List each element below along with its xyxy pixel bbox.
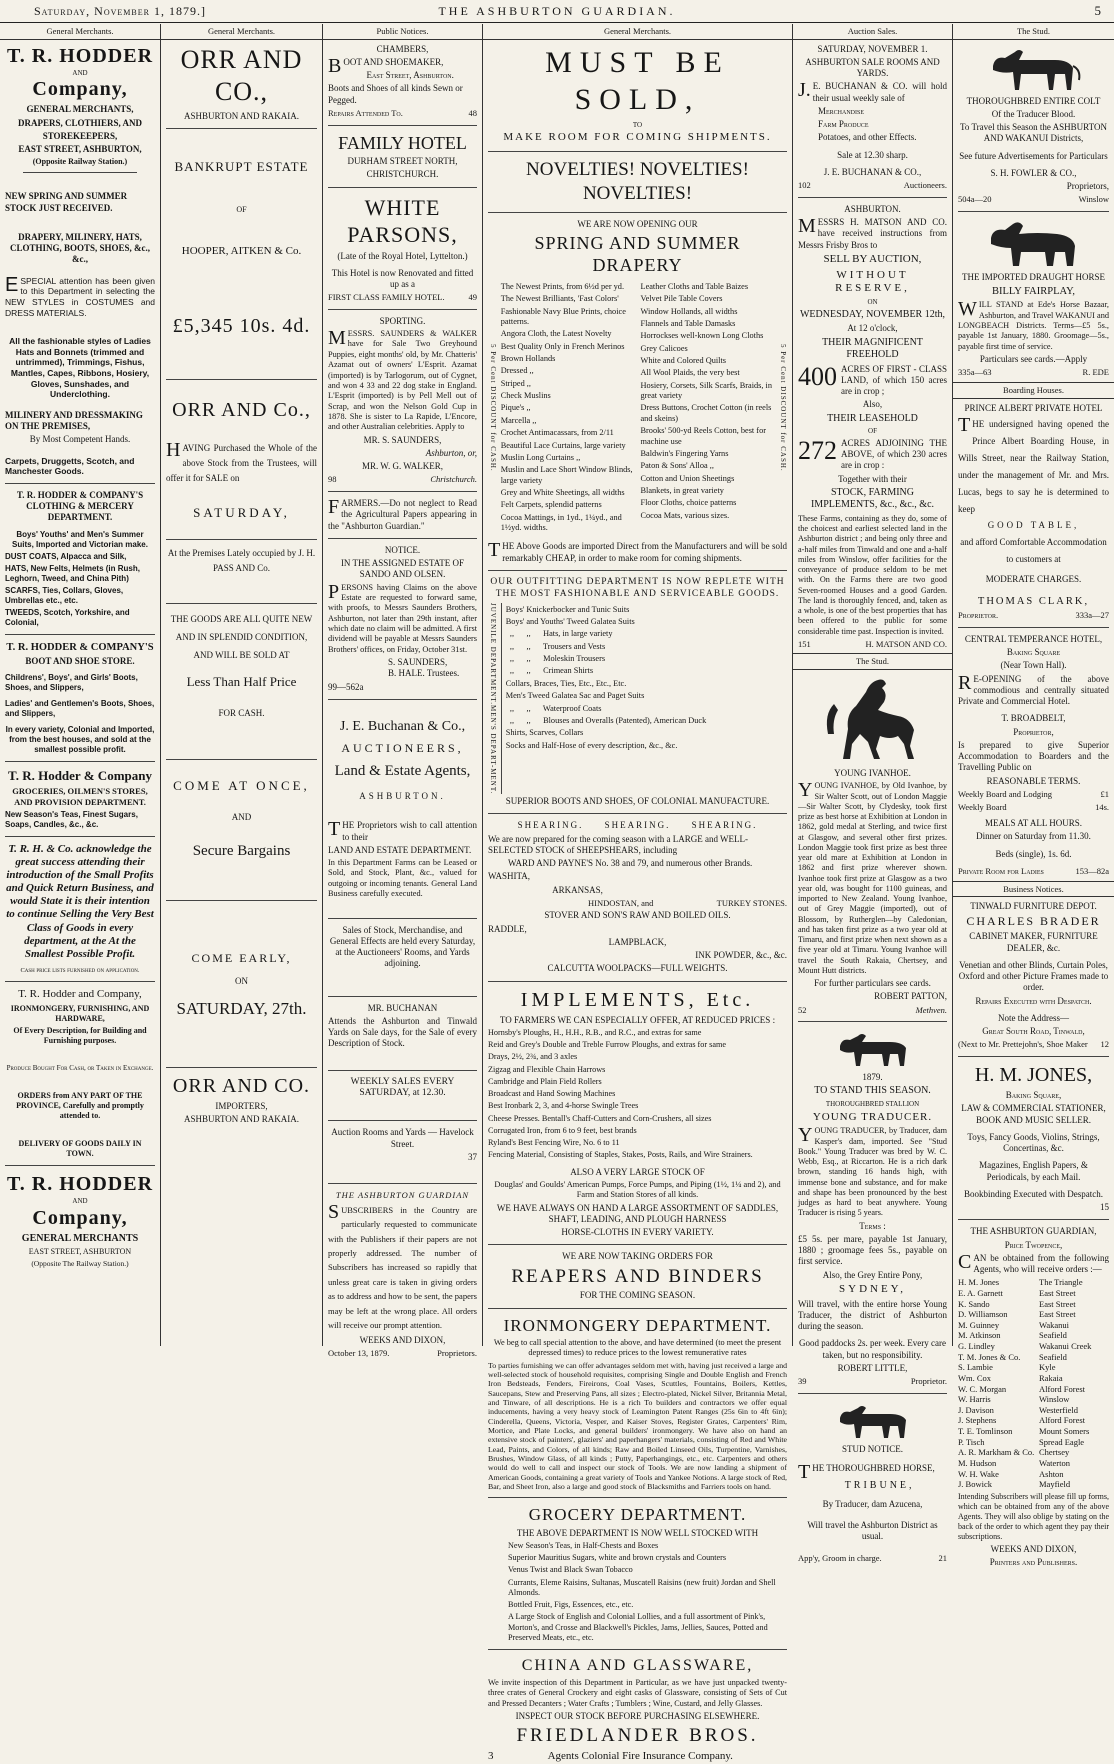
ironmongery-heading: IRONMONGERY DEPARTMENT. <box>503 1315 772 1335</box>
agent-row: M. Hudson Waterton <box>958 1457 1070 1468</box>
agent-row: Wm. Cox Rakaia <box>958 1372 1063 1383</box>
agent-row: D. Williamson East Street <box>958 1309 1076 1320</box>
firm-name: T. R. HODDER <box>6 44 154 67</box>
agent-row: J. Davison Westerfield <box>958 1404 1078 1415</box>
estate-amount: £5,345 10s. 4d. <box>172 314 311 337</box>
secure-bargains: Secure Bargains <box>192 842 291 859</box>
agent-row: G. Lindley Wakanui Creek <box>958 1341 1092 1352</box>
column-public-notices: Public Notices. CHAMBERS, BOOT AND SHOEMAKER, East Street, Ashburton. Boots and Shoes of all kinds Sewn or Pegged. Repairs Attended To. 48 FAMILY HOTEL DURHAM STREET NORTH, CHRISTCHURCH. WHITE PARSONS, (Late of the Royal Hotel, Lyttelton.) This Hotel is now Renovated and fitted up as a FIRST CLASS FAMILY HOTEL. 49 SPORTING. MESSRS. SAUNDERS & WALKER have for Sale Two Greyhound Puppies, eight months' old, by Mr. Chatteris' Azamat out of owners' L'Esprit. Azamat (imported) is by Tarlogorum, out of Cygnet, and won 4 33 and 22 dog stake in England. L'Esprit (imported) is by Pell Mell out of Scrap, and won the Nelson Gold Cup in 1878. She is sister to La Rapide, L'Encore, and other Australian celebrities. Apply to MR. S. SAUNDERS, Ashburton, or, MR. W. G. WALKER, 98 Christchurch. FARMERS.—Do not neglect to Read the Agricultural Papers appearing in the "Ashburton Guardian." NOTICE. IN THE ASSIGNED ESTATE OF SANDO AND OLSEN. PERSONS having Claims on the above Estate are requested to forward same, with proofs, to Messrs Saunders Brothers, Ashburton, not later than 29th instant, after which date no claim will be admitted. A first dividend will be payable at Messrs Saunders Brothers' offices, on Friday, October 31st. S. SAUNDERS, B. HALE. Trustees. 99—562a J. E. Buchanan & Co., AUCTIONEERS, Land & Estate Agents, ASHBURTON. THE Proprietors wish to call attention to their LAND AND ESTATE DEPARTMENT. In this Department Farms can be Leased or Sold, and Stock, Plant, &c., valued for outgoing or incoming tenants. General Land Business carefully executed. Sales of Stock, Merchandise, and General Effects are held every Saturday, at the Auctioneers' Rooms, and Yards adjoining. MR. BUCHANAN Attends the Ashburton and Tinwald Yards on Sale days, for the Sale of every Description of Stock. WEEKLY SALES EVERY SATURDAY, at 12.30. Auction Rooms and Yards — Havelock Street. 37 THE ASHBURTON GUARDIAN SUBSCRIBERS in the Country are particularly requested to communicate with the Publishers if their papers are not properly addressed. The number of Subscribers has increased so rapidly that unless great care is taken in giving orders as to address and how to be sent, the papers may be left at the wrong place. All orders will receive our prompt attention. WEEKS AND DIXON, October 13, 1879. Proprietors. <box>322 24 482 1346</box>
agent-row: T. M. Jones & Co. Seafield <box>958 1351 1067 1362</box>
agent-row: H. M. Jones The Triangle <box>958 1277 1083 1288</box>
agent-row: M. Guinney Wakanui <box>958 1319 1069 1330</box>
agent-row: S. Lambie Kyle <box>958 1362 1056 1373</box>
column-stud-boarding-business: The Stud. THOROUGHBRED ENTIRE COLT Of the Traducer Blood. To Travel this Season the ASHBURTON AND WAKANUI Districts, See future Advertisements for Particulars S. H. FOWLER & CO., Proprietors, 504a—20 Winslow THE IMPORTED DRAUGHT HORSE BILLY FAIRPLAY, WILL STAND at Ede's Horse Bazaar, Ashburton, and Travel WAKANUI and LONGBEACH Districts. Terms—£5 5s., payable 1st January, 1880. Groomage—5s., payable first time of service. Particulars see cards.—Apply 335a—63 R. EDE Boarding Houses. PRINCE ALBERT PRIVATE HOTEL THE undersigned having opened the Prince Albert Boarding House, in Wills Street, near the Railway Station, under the management of Mr. and Mrs. Lucas, begs to say he is determined to keep GOOD TABLE, and afford Comfortable Accommodation to customers at MODERATE CHARGES. THOMAS CLARK, Proprietor. 333a—27 CENTRAL TEMPERANCE HOTEL, Baking Square (Near Town Hall). RE-OPENING of the above commodious and centrally situated Private and Commercial Hotel. T. BROADBELT, Proprietor, Is prepared to give Superior Accommodation to Boarders and the Travelling Public on REASONABLE TERMS. Weekly Board and Lodging £1 Weekly Board 14s. MEALS AT ALL HOURS. Dinner on Saturday from 11.30. Beds (single), 1s. 6d. Private Room for Ladies 153—82a Business Notices. TINWALD FURNITURE DEPOT. CHARLES BRADER CABINET MAKER, FURNITURE DEALER, &c. Venetian and other Blinds, Curtain Poles, Oxford and other Picture Frames made to order. Repairs Executed with Despatch. Note the Address— Great South Road, Tinwald, (Next to Mr. Prettejohn's, Shoe Maker 12 H. M. JONES, Baking Square, LAW & COMMERCIAL STATIONER, BOOK AND MUSIC SELLER. Toys, Fancy Goods, Violins, Strings, Concertinas, &c. Magazines, English Papers, & Periodicals, by each Mail. Bookbinding Executed with Despatch. 15 THE ASHBURTON GUARDIAN, Price Twopence, CAN be obtained from the following Agents, who will receive orders :— H. M. Jones The Triangle E. A. Garnett East Street K. Sando East Street D. Williamson East Street M. Guinney Wakanui M. Atkinson Seafield G. Lindley Wakanui Creek T. M. Jones & Co. Seafield S. Lambie Kyle Wm. Cox Rakaia W. C. Morgan Alford Forest W. Harris Winslow J. Davison Westerfield J. Stephens Alford Forest T. E. Tomlinson Mount Somers P. Tisch Spread Eagle A. R. Markham & Co. Chertsey M. Hudson Waterton W. H. Wake Ashton J. Bowick Mayfield Intending Subscribers will please fill up forms, which can be obtained from any of the above Agents. They will also oblige by stating on the back of the order to which agent they pay their subscriptions. WEEKS AND DIXON, Printers and Publishers. <box>952 24 1114 1346</box>
implements-heading: IMPLEMENTS, Etc. <box>520 988 755 1011</box>
family-hotel-title: FAMILY HOTEL <box>338 132 467 153</box>
horse-icon <box>828 1400 918 1440</box>
agent-row: T. E. Tomlinson Mount Somers <box>958 1426 1090 1437</box>
agent-row: A. R. Markham & Co. Chertsey <box>958 1447 1070 1458</box>
column-friedlander-bros: General Merchants. MUST BE SOLD, TO MAKE ROOM FOR COMING SHIPMENTS. NOVELTIES! NOVELTIES! NOVELTIES! WE ARE NOW OPENING OUR SPRING AND SUMMER DRAPERY 5 Per Cent DISCOUNT for CASH. The Newest Prints, from 6½d per yd. The Newest Brilliants, 'Fast Colors' Fashionable Navy Blue Prints, choice patterns. Angora Cloth, the Latest Novelty Best Quality Only in French Merinos Brown Hollands Dressed ,, Striped ,, Check Muslins Pique's ,, Marcella ,, Crochet Antimacassars, from 2/11 Beautiful Lace Curtains, large variety Muslin Long Curtains ,, Muslin and Lace Short Window Blinds, large variety Grey and White Sheetings, all widths Felt Carpets, splendid patterns Cocoa Mattings, in 1yd., 1¼yd., and 1½yd. widths. Leather Cloths and Table Baizes Velvet Pile Table Covers Window Hollands, all widths Flannels and Table Damasks Horrockses well-known Long Cloths Grey Calicoes White and Colored Quilts All Wool Plaids, the very best Hosiery, Corsets, Silk Scarfs, Braids, in great variety Dress Buttons, Crochet Cotton (in reels and skeins) Brooks' 500-yd Reels Cotton, best for machine use Baldwin's Fingering Yarns Paton & Sons' Alloa ,, Cotton and Union Sheetings Blankets, in great variety Floor Cloths, choice patterns Cocoa Mats, various sizes. 5 Per Cent DISCOUNT for CASH. THE Above Goods are imported Direct from the Manufacturers and will be sold remarkably CHEAP, in order to make room for coming shipments. OUR OUTFITTING DEPARTMENT IS NOW REPLETE WITH THE MOST FASHIONABLE AND SERVICEABLE GOODS. JUVENILE DEPARTMENT. MEN'S DEPART-MENT. Boys' Knickerbocker and Tunic Suits Boys' and Youths' Tweed Galatea Suits ,, ,, Hats, in large variety ,, ,, Trousers and Vests ,, ,, Moleskin Trousers ,, ,, Crimean Shirts Collars, Braces, Ties, Etc., Etc., Etc. Men's Tweed Galatea Sac and Paget Suits ,, ,, Waterproof Coats ,, ,, Blouses and Overalls (Patented), American Duck Shirts, Scarves, Collars Socks and Half-Hose of every description, &c., &c. SUPERIOR BOOTS AND SHOES, OF COLONIAL MANUFACTURE. SHEARING. SHEARING. SHEARING. We are now prepared for the coming season with a LARGE and WELL-SELECTED STOCK of SHEEPSHEARS, including WARD AND PAYNE'S No. 38 and 79, and numerous other Brands. WASHITA, ARKANSAS, HINDOSTAN, and TURKEY STONES. STOVER AND SON'S RAW AND BOILED OILS. RADDLE, LAMPBLACK, INK POWDER, &c., &c. CALCUTTA WOOLPACKS—FULL WEIGHTS. IMPLEMENTS, Etc. TO FARMERS WE CAN ESPECIALLY OFFER, AT REDUCED PRICES : Hornsby's Ploughs, H., H.H., R.B., and R.C., and extras for same Reid and Grey's Double and Treble Furrow Ploughs, and extras for same Drays, 2½, 2¾, and 3 axles Zigzag and Flexible Chain Harrows Cambridge and Plain Field Rollers Broadcast and Hand Sowing Machines Best Ironbark 2, 3, and 4-horse Swingle Trees Cheese Presses. Bentall's Chaff-Cutters and Corn-Crushers, all sizes Corrugated Iron, from 6 to 9 feet, best brands Ryland's Best Fencing Wire, No. 6 to 11 Fencing Material, Consisting of Staples, Stakes, Posts, Rails, and Wire Strainers. ALSO A VERY LARGE STOCK OF Douglas' and Goulds' American Pumps, Force Pumps, and Piping (1½, 1¼ and 2), and Farm and Station Stores of all kinds. WE HAVE ALWAYS ON HAND A LARGE ASSORTMENT OF SADDLES, SHAFT, LEADING, AND PLOUGH HARNESS HORSE-CLOTHS IN EVERY VARIETY. WE ARE NOW TAKING ORDERS FOR REAPERS AND BINDERS FOR THE COMING SEASON. IRONMONGERY DEPARTMENT. We beg to call special attention to the above, and have determined (to meet the present depressed times) to reduce prices to the lowest remunerative rates To parties furnishing we can offer advantages seldom met with, having just received a large and well-selected stock of household requisites, comprising Single and Double English and French Iron Bedsteads, Fenders, Fireirons, Coal Vases, Scuttles, Fountains, Boilers, Kettles, Saucepans, Stew and Preserving Pans, all sizes ; Electro-plated, Nickel Silver, Britannia Metal, and Tinware, of all descriptions. He is a rich To builders and contractors we offer equal inducements, having a very heavy stock of Leamington Patent Ranges (25s 6in to 4ft 6in); Cinderella, Queens, Victoria, Vesper, and Kaiser Stoves, Register Grates, Carpenters' Rim, Mortice, and Plate Locks, and general builders' ironmongery. We have also on hand an extensive stock of painters', glaziers' and paperhangers' materials, consisting of Red and White Lead, Paints, and Colors, of all kinds; Raw and Boiled Linseed Oils, Turpentine, Varnishes, Brushes, Window Glass, of all kinds ; Putty, Paperhangings, etc., etc. Carpenters and others would do well to call and inspect our stock of Tools. We are now landing a shipment of American Goods, containing a great variety of Tools and Yankee Notions. A large stock of Red, Bar, and Sheet Iron, also a large and good stock of Blacksmiths and Farriers tools on hand. GROCERY DEPARTMENT. THE ABOVE DEPARTMENT IS NOW WELL STOCKED WITH New Season's Teas, in Half-Chests and Boxes Superior Mauritius Sugars, white and brown crystals and Counters Venus Twist and Black Swan Tobacco Currants, Eleme Raisins, Sultanas, Muscatell Raisins (new fruit) Jordan and Shell Almonds. Bottled Fruit, Figs, Essences, etc., etc. A Large Stock of English and Colonial Lollies, and a full assortment of Pink's, Morton's, and Crosse and Blackwell's Pickles, Jams, Jellies, Sauces, Potted and Preserved Meats, etc., etc. CHINA AND GLASSWARE, We invite inspection of this Department in Particular, as we have just unpacked twenty-three crates of General Crockery and eight casks of Glassware, consisting of Sets of Cut and Pressed Decanters ; Water Crafts ; Tumblers ; Wine, Custard, and Jelly Glasses. INSPECT OUR STOCK BEFORE PURCHASING ELSEWHERE. FRIEDLANDER BROS. 3 Agents Colonial Fire Insurance Company. <box>482 24 792 1346</box>
brader-title: CHARLES BRADER <box>966 914 1101 929</box>
agent-row: K. Sando East Street <box>958 1298 1076 1309</box>
orr-co-title: ORR AND CO., <box>180 44 303 107</box>
column-auction-sales: Auction Sales. SATURDAY, NOVEMBER 1. ASHBURTON SALE ROOMS AND YARDS. J.E. BUCHANAN & CO. will hold their usual weekly sale of Merchandise Farm Produce Potatoes, and other Effects. Sale at 12.30 sharp. J. E. BUCHANAN & CO., 102 Auctioneers. ASHBURTON. MESSRS H. MATSON AND CO. have received instructions from Messrs Frisby Bros to SELL BY AUCTION, WITHOUT RESERVE, ON WEDNESDAY, NOVEMBER 12th, At 12 o'clock, THEIR MAGNIFICENT FREEHOLD 400 ACRES OF FIRST - CLASS LAND, of which 150 acres are in crop ; Also, THEIR LEASEHOLD OF 272 ACRES ADJOINING THE ABOVE, of which 230 acres are in crop : Together with their STOCK, FARMING IMPLEMENTS, &c., &c., &c. These Farms, containing as they do, some of the choicest and earliest selected land in the Ashburton district ; and being only three and a-half miles from Tinwald and one and a-half miles from Winslow, offer facilities for the conveyance of produce seldom to be met with. On the Farms there are two good Seven-roomed Houses and a good Garden. The land is thoroughly fenced, and, taken as a whole, is one of the best properties that has been offered to the public for some considerable time past. Inspection is invited. 151 H. MATSON AND CO. The Stud. YOUNG IVANHOE. YOUNG IVANHOE, by Old Ivanhoe, by Sir Walter Scott, out of London Maggie—Sir Walter Scott, by Clydesky, took first prize as best horse at Exhibition at London in 1862, gold medal at Sterling, and twice first at Glasgow, and several other first prizes. London Maggie took first prize as best three year old mare at Exhibition at London in 1862 and first prize wherever shown. Ivanhoe took first prize at Glasgow as a two year old, was bought for 1100 guineas, and imported to New Zealand. Young Ivanhoe, out of Grey Maggie (imported), out of Blossom, by Rutherglen—by Caledonian, and has taken first prize as a two year old at Timaru, and first prize when next shown as a five year old at Timaru. Young Ivanhoe will travel the South Rakaia, Chertsey, and Mount Hutt districts. For further particulars see cards. ROBERT PATTON, 52 Methven. 1879. TO STAND THIS SEASON. THOROUGHBRED STALLION YOUNG TRADUCER. YOUNG TRADUCER, by Traducer, dam Kasper's dam, imported. See "Stud Book." Young Traducer was bred by W. C. Webb, Esq., at Riccarton. He is a rich dark brown, standing 16 hands high, with immense bone and substance, and for make and shape has been pronounced by the best judges as hard to beat anywhere. Young Traducer is rising 5 years. Terms : £5 5s. per mare, payable 1st January, 1880 ; groomage fees 5s., payable on first service. Also, the Grey Entire Pony, SYDNEY, Will travel, with the entire horse Young Traducer, the district of Ashburton during the season. Good paddocks 2s. per week. Every care taken, but no responsibility. ROBERT LITTLE, 39 Proprietor. STUD NOTICE. THE THOROUGHBRED HORSE, TRIBUNE, By Traducer, dam Azucena, Will travel the Ashburton District as usual. App'y, Groom in charge. 21 <box>792 24 952 1346</box>
china-heading: CHINA AND GLASSWARE, <box>521 1657 754 1675</box>
policy-statement: T. R. H. & Co. acknowledge the great success attending their introduction of the Small Profits and Quick Return Business, and would State it is their intention to continue Selling the Very Best Class of Goods in every department, at the At the Smallest Possible Profit. <box>6 842 154 960</box>
agent-row: J. Stephens Alford Forest <box>958 1415 1086 1426</box>
agent-row: W. Harris Winslow <box>958 1394 1070 1405</box>
friedlander-bros-title: FRIEDLANDER BROS. <box>516 1725 759 1747</box>
grocery-heading: GROCERY DEPARTMENT. <box>528 1505 747 1525</box>
column-orr-and-co: General Merchants. ORR AND CO., ASHBURTON AND RAKAIA. BANKRUPT ESTATE OF HOOPER, AITKEN & Co. £5,345 10s. 4d. ORR AND Co., HAVING Purchased the Whole of the above Stock from the Trustees, will offer it for SALE on SATURDAY, At the Premises Lately occupied by J. H. PASS AND Co. THE GOODS ARE ALL QUITE NEW AND IN SPLENDID CONDITION, AND WILL BE SOLD AT Less Than Half Price FOR CASH. COME AT ONCE, AND Secure Bargains COME EARLY, ON SATURDAY, 27th. ORR AND CO. IMPORTERS, ASHBURTON AND RAKAIA. <box>160 24 322 1346</box>
buchanan-title: J. E. Buchanan & Co., <box>339 718 466 734</box>
thoroughbred-horse-icon <box>979 44 1089 92</box>
agent-row: W. C. Morgan Alford Forest <box>958 1383 1086 1394</box>
rearing-horse-icon <box>818 674 928 764</box>
standing-horse-icon <box>828 1028 918 1068</box>
column-heading: General Merchants. <box>0 24 160 40</box>
draught-horse-icon <box>979 218 1089 268</box>
column-general-merchants-hodder: General Merchants. T. R. HODDER AND Company, GENERAL MERCHANTS, DRAPERS, CLOTHIERS, AND STOREKEEPERS, EAST STREET, ASHBURTON, (Opposite Railway Station.) NEW SPRING AND SUMMER STOCK JUST RECEIVED. DRAPERY, MILINERY, HATS, CLOTHING, BOOTS, SHOES, &c., &c., ESPECIAL attention has been given to this Department in selecting the NEW STYLES in COSTUMES and DRESS MATERIALS. All the fashionable styles of Ladies Hats and Bonnets (trimmed and untrimmed), Trimmings, Fishus, Mantles, Capes, Ribbons, Hosiery, Gloves, Sunshades, and Underclothing. MILINERY AND DRESSMAKING ON THE PREMISES, By Most Competent Hands. Carpets, Druggetts, Scotch, and Manchester Goods. T. R. HODDER & COMPANY'S CLOTHING & MERCERY DEPARTMENT. Boys' Youths' and Men's Summer Suits, Imported and Victorian make. DUST COATS, Alpacca and Silk, HATS, New Felts, Helmets (in Rush, Leghorn, Tweed, and China Pith) SCARFS, Ties, Collars, Gloves, Umbrellas etc., etc. TWEEDS, Scotch, Yorkshire, and Colonial, T. R. HODDER & COMPANY'S BOOT AND SHOE STORE. Childrens', Boys', and Girls' Boots, Shoes, and Slippers, Ladies' and Gentlemen's Boots, Shoes, and Slippers, In every variety, Colonial and Imported, from the best houses, and sold at the smallest possible profit. T. R. Hodder & Company GROCERIES, OILMEN'S STORES, AND PROVISION DEPARTMENT. New Season's Teas, Finest Sugars, Soaps, Candles, &c., &c. T. R. H. & Co. acknowledge the great success attending their introduction of the Small Profits and Quick Return Business, and would State it is their intention to continue Selling the Very Best Class of Goods in every department, at the At the Smallest Possible Profit. Cash price lists furnished on application. T. R. Hodder and Company, IRONMONGERY, FURNISHING, AND HARDWARE, Of Every Description, for Building and Furnishing purposes. Produce Bought For Cash, or Taken in Exchange. ORDERS from ANY PART OF THE PROVINCE, Carefully and promptly attended to. DELIVERY OF GOODS DAILY IN TOWN. T. R. HODDER AND Company, GENERAL MERCHANTS EAST STREET, ASHBURTON (Opposite The Railway Station.) <box>0 24 160 1346</box>
must-be-sold: MUST BE SOLD, <box>545 45 730 117</box>
agents-list <box>958 1277 1109 1490</box>
jones-title: H. M. JONES, <box>974 1064 1093 1087</box>
newspaper-title: THE ASHBURTON GUARDIAN. <box>438 4 676 18</box>
agent-row: E. A. Garnett East Street <box>958 1287 1076 1298</box>
masthead <box>0 0 1114 23</box>
agent-row: W. H. Wake Ashton <box>958 1468 1064 1479</box>
new-stock-notice: NEW SPRING AND SUMMER STOCK JUST RECEIVED. <box>5 191 128 213</box>
agent-row: M. Atkinson Seafield <box>958 1330 1067 1341</box>
page-number: 5 <box>1094 3 1102 18</box>
issue-date: Saturday, November 1, 1879.] <box>34 4 206 18</box>
agent-row: J. Bowick Mayfield <box>958 1479 1071 1490</box>
agent-row: P. Tisch Spread Eagle <box>958 1436 1085 1447</box>
